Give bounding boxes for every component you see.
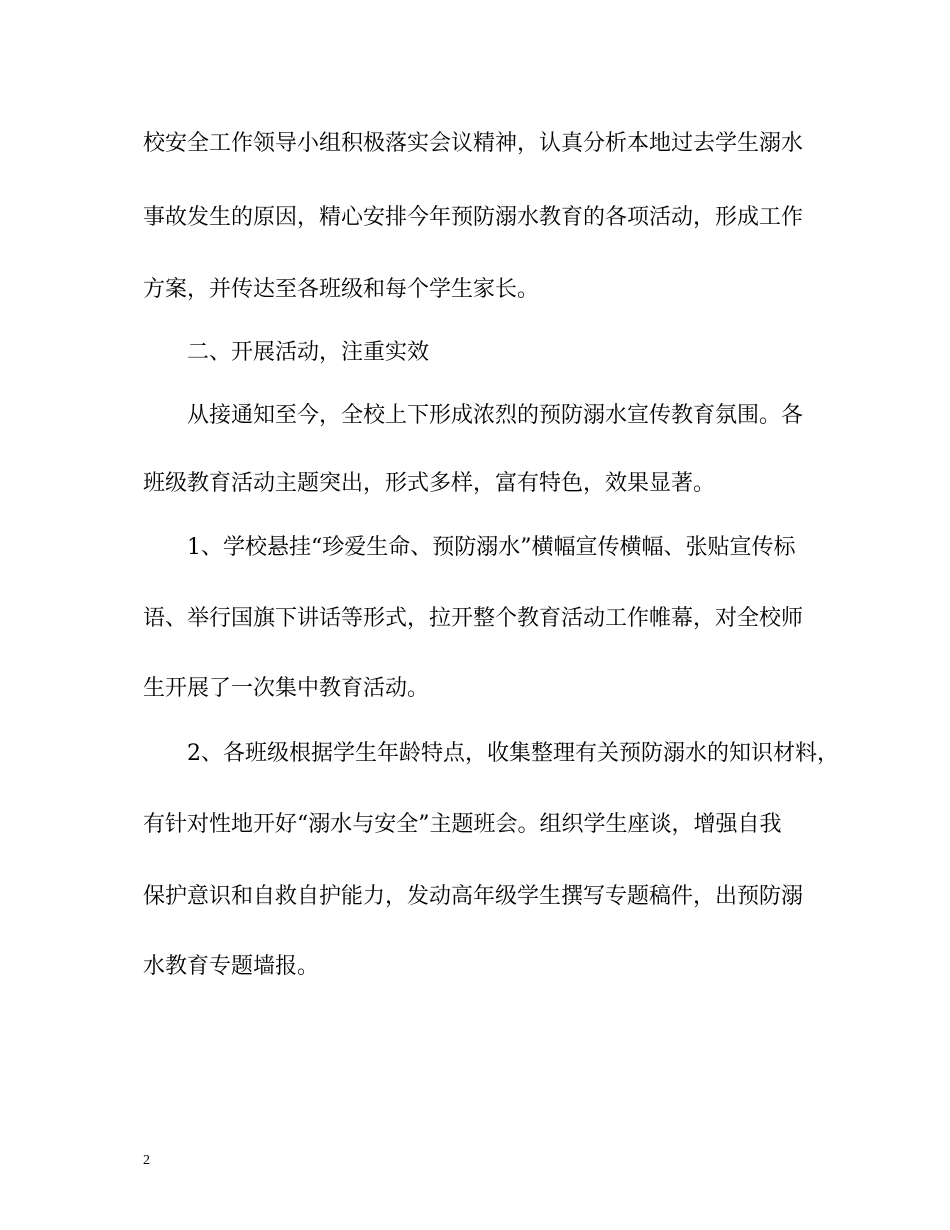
paragraph-line: 班级教育活动主题突出，形式多样，富有特色，效果显著。 [143,471,716,496]
paragraph-line: 1、学校悬挂“珍爱生命、预防溺水”横幅宣传横幅、张贴宣传标 [187,535,796,560]
paragraph-line: 事故发生的原因，精心安排今年预防溺水教育的各项活动，形成工作 [143,205,804,230]
paragraph-line: 有针对性地开好“溺水与安全”主题班会。组织学生座谈，增强自我 [143,812,782,837]
paragraph-line: 生开展了一次集中教育活动。 [143,676,430,701]
paragraph-line: 方案，并传达至各班级和每个学生家长。 [143,277,540,302]
paragraph-line: 水教育专题墙报。 [143,954,320,979]
paragraph-line: 校安全工作领导小组积极落实会议精神，认真分析本地过去学生溺水 [143,131,804,156]
paragraph-line: 2、各班级根据学生年龄特点，收集整理有关预防溺水的知识材料， [187,741,839,766]
paragraph-line: 语、举行国旗下讲话等形式，拉开整个教育活动工作帷幕，对全校师 [143,606,804,631]
section-heading: 二、开展活动，注重实效 [187,340,430,365]
paragraph-line: 从接通知至今，全校上下形成浓烈的预防溺水宣传教育氛围。各 [187,403,804,428]
paragraph-line: 保护意识和自救自护能力，发动高年级学生撰写专题稿件，出预防溺 [143,884,804,909]
page-number: 2 [143,1153,150,1168]
